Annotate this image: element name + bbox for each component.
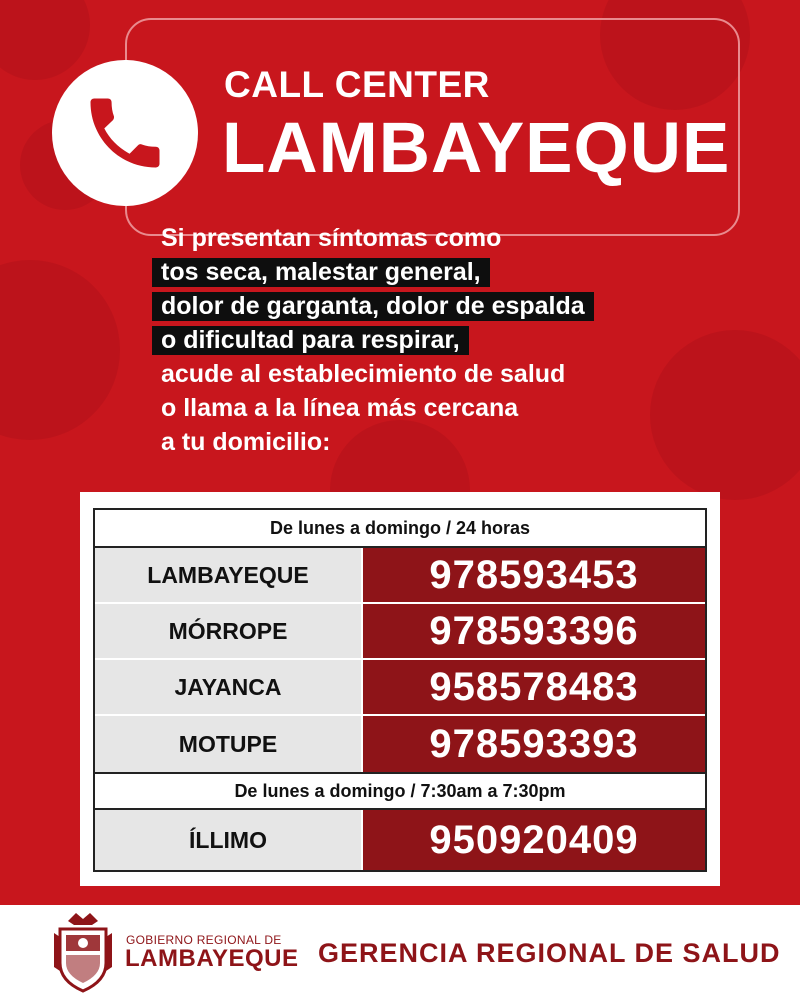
phone-number[interactable]: 978593393	[363, 716, 705, 772]
city-cell: LAMBAYEQUE	[95, 548, 363, 602]
message-line-highlighted: o dificultad para respirar,	[152, 323, 752, 357]
table-row	[95, 548, 705, 604]
table-row	[95, 716, 705, 772]
background-blob	[0, 260, 120, 440]
message-line: a tu domicilio:	[161, 428, 331, 456]
city-cell: MOTUPE	[95, 716, 363, 772]
city-cell: MÓRROPE	[95, 604, 363, 658]
message	[152, 221, 752, 459]
phone-number[interactable]: 950920409	[363, 810, 705, 870]
message-line: o llama a la línea más cercana	[161, 394, 519, 422]
phone-number[interactable]: 958578483	[363, 660, 705, 714]
coat-of-arms-icon	[52, 911, 114, 993]
schedule-header: De lunes a domingo / 7:30am a 7:30pm	[95, 772, 705, 810]
phone-badge	[52, 60, 198, 206]
table-row	[95, 660, 705, 716]
footer	[0, 905, 800, 1000]
message-line: acude al establecimiento de salud	[161, 360, 566, 388]
title-call-center: CALL CENTER	[224, 64, 490, 105]
gerencia-label: GERENCIA REGIONAL DE SALUD	[318, 938, 781, 968]
message-line: Si presentan síntomas como	[161, 224, 502, 252]
phone-number[interactable]: 978593453	[363, 548, 705, 602]
table-row	[95, 604, 705, 660]
gobierno-regional-label: GOBIERNO REGIONAL DE	[126, 933, 282, 947]
city-cell: ÍLLIMO	[95, 810, 363, 870]
phone-table-panel	[80, 492, 720, 886]
message-line-highlighted: tos seca, malestar general,	[152, 255, 752, 289]
phone-table	[93, 508, 707, 872]
title-lambayeque: LAMBAYEQUE	[222, 109, 731, 188]
table-row	[95, 810, 705, 870]
schedule-header: De lunes a domingo / 24 horas	[95, 510, 705, 548]
phone-number[interactable]: 978593396	[363, 604, 705, 658]
phone-icon	[79, 87, 171, 179]
background-blob	[0, 0, 90, 80]
gobierno-regional-name: LAMBAYEQUE	[125, 945, 299, 972]
message-line-highlighted: dolor de garganta, dolor de espalda	[152, 289, 752, 323]
city-cell: JAYANCA	[95, 660, 363, 714]
